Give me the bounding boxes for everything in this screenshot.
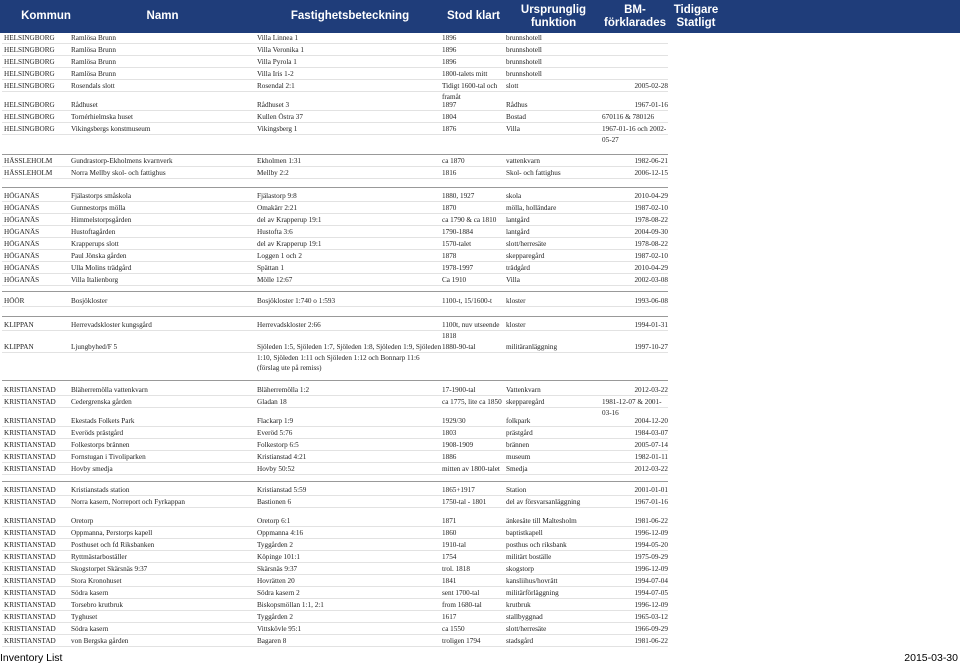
group-separator [2, 380, 668, 381]
cell-stod-klart: 1929/30 [442, 417, 466, 425]
cell-stod-klart: sent 1700-tal [442, 589, 480, 597]
cell-ursprunglig-funktion: Villa [506, 125, 520, 133]
cell-tidigare-statligt: 1965-03-12 [634, 613, 668, 621]
cell-stod-klart: 1800-talets mitt [442, 70, 488, 78]
row-gridline [2, 110, 668, 111]
row-gridline [2, 43, 668, 44]
cell-ursprunglig-funktion: folkpark [506, 417, 531, 425]
header-namn: Namn [146, 10, 179, 22]
cell-fastighetsbeteckning: Södra kasern 2 [257, 589, 300, 597]
cell-namn: Södra kasern [71, 589, 109, 597]
cell-ursprunglig-funktion: brännen [506, 441, 530, 449]
row-gridline [2, 55, 668, 56]
cell-namn: Villa Italienborg [71, 276, 119, 284]
cell-kommun: KRISTIANSTAD [4, 637, 56, 645]
cell-tidigare-statligt: 1978-08-22 [634, 240, 668, 248]
cell-fastighetsbeteckning: Hustofta 3:6 [257, 228, 293, 236]
cell-fastighetsbeteckning: Skärsnäs 9:37 [257, 565, 298, 573]
group-separator [2, 481, 668, 482]
cell-kommun: KRISTIANSTAD [4, 625, 56, 633]
row-gridline [2, 574, 668, 575]
cell-namn: Ramlösa Brunn [71, 70, 116, 78]
cell-kommun: KRISTIANSTAD [4, 486, 56, 494]
cell-namn: Södra kasern [71, 625, 109, 633]
cell-tidigare-statligt: 1996-12-09 [634, 529, 668, 537]
cell-kommun: KLIPPAN [4, 343, 34, 351]
cell-namn: Folkestorps brännen [71, 441, 130, 449]
cell-stod-klart: Ca 1910 [442, 276, 467, 284]
cell-fastighetsbeteckning: Vittskövle 95:1 [257, 625, 302, 633]
cell-namn: Rådhuset [71, 101, 98, 109]
row-gridline [2, 261, 668, 262]
cell-ursprunglig-funktion: mölla, holländare [506, 204, 557, 212]
cell-stod-klart: mitten av 1800-talet [442, 465, 500, 473]
cell-ursprunglig-funktion: militärt boställe [506, 553, 552, 561]
cell-stod-klart: ca 1870 [442, 157, 465, 165]
cell-ursprunglig-funktion: skogstorp [506, 565, 534, 573]
cell-kommun: HELSINGBORG [4, 34, 55, 42]
cell-kommun: KRISTIANSTAD [4, 613, 56, 621]
row-gridline [2, 237, 668, 238]
cell-ursprunglig-funktion: skepparegård [506, 398, 545, 406]
cell-namn: Everöds prästgård [71, 429, 124, 437]
cell-stod-klart: 1617 [442, 613, 457, 621]
row-gridline [2, 526, 668, 527]
cell-stod-klart: 1880, 1927 [442, 192, 475, 200]
cell-stod-klart: 1897 [442, 101, 457, 109]
cell-ursprunglig-funktion: stallbyggnad [506, 613, 543, 621]
cell-tidigare-statligt: 1982-01-11 [634, 453, 668, 461]
cell-fastighetsbeteckning: Bastionen 6 [257, 498, 292, 506]
row-gridline [2, 450, 668, 451]
row-gridline [2, 67, 668, 68]
cell-tidigare-statligt: 2005-07-14 [634, 441, 668, 449]
cell-ursprunglig-funktion: brunnshotell [506, 34, 542, 42]
cell-namn: Ramlösa Brunn [71, 46, 116, 54]
cell-ursprunglig-funktion: slott/herresäte [506, 240, 547, 248]
cell-stod-klart: 1803 [442, 429, 457, 437]
cell-tidigare-statligt: 2010-04-29 [634, 264, 668, 272]
cell-fastighetsbeteckning: Tyggården 2 [257, 541, 294, 549]
cell-stod-klart: 1100-t, 15/1600-t [442, 297, 493, 305]
cell-namn: Gundrastorp-Ekholmens kvarnverk [71, 157, 173, 165]
cell-fastighetsbeteckning: Oretorp 6:1 [257, 517, 291, 525]
cell-fastighetsbeteckning: Villa Iris 1-2 [257, 70, 294, 78]
cell-kommun: HELSINGBORG [4, 125, 55, 133]
cell-namn: Vikingsbergs konstmuseum [71, 125, 151, 133]
cell-ursprunglig-funktion: slott/herresäte [506, 625, 547, 633]
cell-stod-klart: 1841 [442, 577, 457, 585]
cell-kommun: HÄSSLEHOLM [4, 157, 53, 165]
cell-ursprunglig-funktion: Villa [506, 276, 520, 284]
cell-namn: Oppmanna, Perstorps kapell [71, 529, 153, 537]
cell-fastighetsbeteckning: Rosendal 2:1 [257, 82, 295, 90]
cell-ursprunglig-funktion: slott [506, 82, 519, 90]
cell-stod-klart: 1865+1917 [442, 486, 475, 494]
cell-namn: Oretorp [71, 517, 94, 525]
cell-ursprunglig-funktion: Smedja [506, 465, 528, 473]
cell-ursprunglig-funktion: stadsgård [506, 637, 534, 645]
cell-stod-klart: ca 1550 [442, 625, 465, 633]
cell-tidigare-statligt: 1967-01-16 [634, 101, 668, 109]
cell-stod-klart: 1570-talet [442, 240, 472, 248]
cell-fastighetsbeteckning: Folkestorp 6:5 [257, 441, 299, 449]
cell-kommun: KRISTIANSTAD [4, 529, 56, 537]
row-gridline [2, 438, 668, 439]
cell-ursprunglig-funktion: del av försvarsanläggning [506, 498, 581, 506]
cell-stod-klart: from 1680-tal [442, 601, 482, 609]
cell-fastighetsbeteckning: Ekholmen 1:31 [257, 157, 302, 165]
cell-tidigare-statligt: 1994-05-20 [634, 541, 668, 549]
row-gridline [2, 91, 668, 92]
cell-namn: Cedergrenska gården [71, 398, 132, 406]
row-gridline [2, 586, 668, 587]
cell-tidigare-statligt: 2004-12-20 [634, 417, 668, 425]
header-fastighetsbeteckning: Fastighetsbeteckning [290, 10, 410, 22]
cell-fastighetsbeteckning: Rådhuset 3 [257, 101, 290, 109]
cell-kommun: KRISTIANSTAD [4, 589, 56, 597]
cell-tidigare-statligt: 1994-07-04 [634, 577, 668, 585]
cell-fastighetsbeteckning: Bagaren 8 [257, 637, 287, 645]
cell-kommun: HELSINGBORG [4, 46, 55, 54]
cell-bm-forklarades: 1967-01-16 och 2002-05-27 [602, 125, 667, 144]
cell-namn: Torsebro krutbruk [71, 601, 123, 609]
footer-left: Inventory List [0, 652, 63, 664]
cell-tidigare-statligt: 1984-03-07 [634, 429, 668, 437]
cell-bm-forklarades: 670116 & 780126 [602, 113, 655, 121]
row-gridline [2, 213, 668, 214]
cell-ursprunglig-funktion: kloster [506, 321, 526, 329]
cell-ursprunglig-funktion: posthus och riksbank [506, 541, 567, 549]
cell-fastighetsbeteckning: Sjöleden 1:5, Sjöleden 1:7, Sjöleden 1:8, Sjöleden 1:9, Sjöleden 1:10, Sjöleden 1:11 och Sjöleden 1:12 och Bonnarp 11:6 (förslag ute på remiss) [257, 343, 442, 372]
cell-namn: Tornérhielmska huset [71, 113, 133, 121]
cell-kommun: HELSINGBORG [4, 101, 55, 109]
cell-ursprunglig-funktion: kansliihus/hovrätt [506, 577, 558, 585]
cell-stod-klart: 1750-tal - 1801 [442, 498, 487, 506]
cell-stod-klart: 1754 [442, 553, 457, 561]
cell-tidigare-statligt: 1994-01-31 [634, 321, 668, 329]
row-gridline [2, 225, 668, 226]
cell-kommun: HÖGANÄS [4, 252, 40, 260]
cell-namn: Kristianstads station [71, 486, 130, 494]
cell-kommun: KRISTIANSTAD [4, 565, 56, 573]
cell-namn: Bläherremölla vattenkvarn [71, 386, 148, 394]
cell-tidigare-statligt: 1987-02-10 [634, 204, 668, 212]
cell-fastighetsbeteckning: Kristianstad 4:21 [257, 453, 307, 461]
cell-ursprunglig-funktion: kloster [506, 297, 526, 305]
cell-fastighetsbeteckning: Biskopsmöllan 1:1, 2:1 [257, 601, 324, 609]
cell-namn: Norra Mellby skol- och fattighus [71, 169, 166, 177]
cell-tidigare-statligt: 1982-06-21 [634, 157, 668, 165]
cell-stod-klart: 1878 [442, 252, 457, 260]
row-gridline [2, 562, 668, 563]
cell-kommun: KLIPPAN [4, 321, 34, 329]
cell-ursprunglig-funktion: museum [506, 453, 531, 461]
row-gridline [2, 134, 668, 135]
cell-namn: Ljungbyhed/F 5 [71, 343, 118, 351]
cell-fastighetsbeteckning: Villa Pyrola 1 [257, 58, 297, 66]
cell-kommun: HÖGANÄS [4, 264, 40, 272]
cell-kommun: KRISTIANSTAD [4, 553, 56, 561]
cell-ursprunglig-funktion: skola [506, 192, 522, 200]
cell-tidigare-statligt: 1996-12-09 [634, 565, 668, 573]
cell-fastighetsbeteckning: Flackarp 1:9 [257, 417, 294, 425]
row-gridline [2, 249, 668, 250]
cell-ursprunglig-funktion: militärförläggning [506, 589, 559, 597]
group-separator [2, 316, 668, 317]
cell-tidigare-statligt: 2006-12-15 [634, 169, 668, 177]
cell-stod-klart: 1896 [442, 34, 457, 42]
row-gridline [2, 273, 668, 274]
cell-kommun: KRISTIANSTAD [4, 498, 56, 506]
cell-stod-klart: 1910-tal [442, 541, 466, 549]
cell-bm-forklarades: 1981-12-07 & 2001-03-16 [602, 398, 662, 417]
cell-fastighetsbeteckning: Everöd 5:76 [257, 429, 293, 437]
cell-fastighetsbeteckning: Hovrätten 20 [257, 577, 295, 585]
row-gridline [2, 330, 668, 331]
header-tidigare-statligt: Tidigare Statligt [673, 3, 719, 29]
cell-ursprunglig-funktion: brunnshotell [506, 46, 542, 54]
cell-kommun: KRISTIANSTAD [4, 386, 56, 394]
cell-fastighetsbeteckning: Villa Veronika 1 [257, 46, 304, 54]
cell-tidigare-statligt: 2012-03-22 [634, 465, 668, 473]
cell-stod-klart: 1871 [442, 517, 457, 525]
cell-namn: Bosjökloster [71, 297, 108, 305]
cell-ursprunglig-funktion: Vattenkvarn [506, 386, 541, 394]
cell-tidigare-statligt: 1978-08-22 [634, 216, 668, 224]
cell-kommun: KRISTIANSTAD [4, 441, 56, 449]
row-gridline [2, 285, 668, 286]
cell-tidigare-statligt: 1987-02-10 [634, 252, 668, 260]
cell-ursprunglig-funktion: Rådhus [506, 101, 528, 109]
group-separator [2, 291, 668, 292]
cell-kommun: HÖGANÄS [4, 192, 40, 200]
cell-stod-klart: 1978-1997 [442, 264, 474, 272]
cell-namn: Norra kasern, Norreport och Fyrkappan [71, 498, 185, 506]
cell-ursprunglig-funktion: skepparegård [506, 252, 545, 260]
cell-stod-klart: 1816 [442, 169, 457, 177]
cell-tidigare-statligt: 2004-09-30 [634, 228, 668, 236]
cell-ursprunglig-funktion: prästgård [506, 429, 533, 437]
row-gridline [2, 474, 668, 475]
cell-tidigare-statligt: 1981-06-22 [634, 637, 668, 645]
cell-tidigare-statligt: 2010-04-29 [634, 192, 668, 200]
header-ursprunglig-funktion: Ursprunglig funktion [520, 3, 587, 29]
cell-kommun: KRISTIANSTAD [4, 465, 56, 473]
cell-ursprunglig-funktion: lantgård [506, 228, 530, 236]
cell-ursprunglig-funktion: vattenkvarn [506, 157, 540, 165]
cell-tidigare-statligt: 1997-10-27 [634, 343, 668, 351]
cell-stod-klart: ca 1790 & ca 1810 [442, 216, 497, 224]
row-gridline [2, 550, 668, 551]
table-header [0, 0, 960, 33]
cell-fastighetsbeteckning: Vikingsberg 1 [257, 125, 298, 133]
cell-stod-klart: ca 1775, lite ca 1850 [442, 398, 502, 406]
cell-ursprunglig-funktion: trädgård [506, 264, 530, 272]
cell-fastighetsbeteckning: Tyggården 2 [257, 613, 294, 621]
cell-fastighetsbeteckning: Mellby 2:2 [257, 169, 289, 177]
cell-namn: Hustoftagården [71, 228, 116, 236]
cell-namn: Gunnestorps mölla [71, 204, 126, 212]
cell-kommun: HELSINGBORG [4, 58, 55, 66]
row-gridline [2, 598, 668, 599]
cell-kommun: HÖGANÄS [4, 204, 40, 212]
cell-fastighetsbeteckning: Loggen 1 och 2 [257, 252, 302, 260]
cell-stod-klart: 1886 [442, 453, 457, 461]
row-gridline [2, 395, 668, 396]
cell-namn: Skogstorpet Skärsnäs 9:37 [71, 565, 148, 573]
cell-stod-klart: 1860 [442, 529, 457, 537]
cell-namn: Ulla Molins trädgård [71, 264, 132, 272]
row-gridline [2, 79, 668, 80]
cell-stod-klart: 1100t, nuv utseende 1818 [442, 321, 500, 340]
cell-tidigare-statligt: 1994-07-05 [634, 589, 668, 597]
cell-ursprunglig-funktion: lantgård [506, 216, 530, 224]
cell-namn: Stora Kronohuset [71, 577, 122, 585]
cell-ursprunglig-funktion: baptistkapell [506, 529, 543, 537]
cell-kommun: KRISTIANSTAD [4, 577, 56, 585]
cell-fastighetsbeteckning: Oppmanna 4:16 [257, 529, 304, 537]
row-gridline [2, 634, 668, 635]
cell-namn: Hovby smedja [71, 465, 113, 473]
cell-ursprunglig-funktion: Skol- och fattighus [506, 169, 561, 177]
row-gridline [2, 462, 668, 463]
cell-stod-klart: Tidigt 1600-tal och framåt [442, 82, 498, 101]
cell-tidigare-statligt: 1967-01-16 [634, 498, 668, 506]
cell-fastighetsbeteckning: Mölle 12:67 [257, 276, 293, 284]
cell-fastighetsbeteckning: del av Krapperup 19:1 [257, 216, 322, 224]
cell-ursprunglig-funktion: militäranläggning [506, 343, 558, 351]
cell-namn: Ryttmästarboställer [71, 553, 128, 561]
cell-kommun: KRISTIANSTAD [4, 541, 56, 549]
row-gridline [2, 178, 668, 179]
row-gridline [2, 306, 668, 307]
cell-tidigare-statligt: 1975-09-29 [634, 553, 668, 561]
cell-kommun: HELSINGBORG [4, 82, 55, 90]
row-gridline [2, 622, 668, 623]
cell-ursprunglig-funktion: brunnshotell [506, 58, 542, 66]
cell-namn: Himmelstorpsgården [71, 216, 132, 224]
cell-kommun: HELSINGBORG [4, 113, 55, 121]
cell-ursprunglig-funktion: brunnshotell [506, 70, 542, 78]
cell-fastighetsbeteckning: Villa Linnea 1 [257, 34, 299, 42]
cell-fastighetsbeteckning: Kullen Östra 37 [257, 113, 303, 121]
row-gridline [2, 646, 668, 647]
group-separator [2, 187, 668, 188]
cell-ursprunglig-funktion: krutbruk [506, 601, 531, 609]
row-gridline [2, 166, 668, 167]
cell-namn: Herrevadskloster kungsgård [71, 321, 152, 329]
cell-stod-klart: 17-1900-tal [442, 386, 476, 394]
cell-fastighetsbeteckning: Herrevadskloster 2:66 [257, 321, 321, 329]
cell-tidigare-statligt: 1996-12-09 [634, 601, 668, 609]
cell-namn: Ramlösa Brunn [71, 34, 116, 42]
cell-stod-klart: 1908-1909 [442, 441, 474, 449]
row-gridline [2, 538, 668, 539]
cell-kommun: KRISTIANSTAD [4, 601, 56, 609]
cell-namn: Fornstugan i Tivoliparken [71, 453, 146, 461]
cell-fastighetsbeteckning: Gladan 18 [257, 398, 287, 406]
cell-stod-klart: 1804 [442, 113, 457, 121]
row-gridline [2, 407, 668, 408]
cell-kommun: KRISTIANSTAD [4, 417, 56, 425]
cell-namn: Ramlösa Brunn [71, 58, 116, 66]
cell-kommun: HÖGANÄS [4, 276, 40, 284]
row-gridline [2, 426, 668, 427]
row-gridline [2, 352, 668, 353]
cell-namn: Rosendals slott [71, 82, 115, 90]
row-gridline [2, 495, 668, 496]
cell-kommun: KRISTIANSTAD [4, 398, 56, 406]
cell-kommun: HÄSSLEHOLM [4, 169, 53, 177]
cell-stod-klart: 1790-1884 [442, 228, 474, 236]
cell-namn: Ekestads Folkets Park [71, 417, 135, 425]
cell-stod-klart: trol. 1818 [442, 565, 470, 573]
cell-namn: Paul Jönska gården [71, 252, 127, 260]
cell-fastighetsbeteckning: Kristianstad 5:59 [257, 486, 307, 494]
cell-fastighetsbeteckning: Köpinge 101:1 [257, 553, 300, 561]
row-gridline [2, 507, 668, 508]
row-gridline [2, 201, 668, 202]
cell-fastighetsbeteckning: Omakärr 2:21 [257, 204, 298, 212]
cell-ursprunglig-funktion: änkesäte till Maltesholm [506, 517, 577, 525]
cell-stod-klart: 1876 [442, 125, 457, 133]
cell-tidigare-statligt: 2002-03-08 [634, 276, 668, 284]
cell-kommun: HÖÖR [4, 297, 25, 305]
cell-tidigare-statligt: 1993-06-08 [634, 297, 668, 305]
cell-tidigare-statligt: 2012-03-22 [634, 386, 668, 394]
cell-tidigare-statligt: 2005-02-28 [634, 82, 668, 90]
cell-fastighetsbeteckning: Bläherremölla 1:2 [257, 386, 310, 394]
cell-kommun: KRISTIANSTAD [4, 517, 56, 525]
cell-namn: Fjälastorps småskola [71, 192, 132, 200]
header-stod-klart: Stod klart [446, 10, 501, 22]
cell-kommun: KRISTIANSTAD [4, 453, 56, 461]
cell-namn: Tyghuset [71, 613, 98, 621]
cell-fastighetsbeteckning: Spättan 1 [257, 264, 284, 272]
cell-stod-klart: troligen 1794 [442, 637, 481, 645]
cell-stod-klart: 1880-90-tal [442, 343, 476, 351]
cell-tidigare-statligt: 1966-09-29 [634, 625, 668, 633]
footer-date: 2015-03-30 [904, 652, 958, 664]
cell-kommun: HÖGANÄS [4, 240, 40, 248]
cell-kommun: HÖGANÄS [4, 228, 40, 236]
cell-kommun: KRISTIANSTAD [4, 429, 56, 437]
cell-ursprunglig-funktion: Bostad [506, 113, 526, 121]
row-gridline [2, 610, 668, 611]
cell-fastighetsbeteckning: Fjälastorp 9:8 [257, 192, 297, 200]
cell-stod-klart: 1896 [442, 58, 457, 66]
cell-fastighetsbeteckning: Hovby 50:52 [257, 465, 295, 473]
cell-stod-klart: 1896 [442, 46, 457, 54]
cell-kommun: HELSINGBORG [4, 70, 55, 78]
group-separator [2, 154, 668, 155]
cell-tidigare-statligt: 1981-06-22 [634, 517, 668, 525]
cell-ursprunglig-funktion: Station [506, 486, 527, 494]
header-kommun: Kommun [21, 10, 71, 22]
cell-namn: Posthuset och fd Riksbanken [71, 541, 155, 549]
cell-namn: Krapperups slott [71, 240, 119, 248]
header-bm-forklarades: BM- förklarades [603, 3, 666, 29]
cell-tidigare-statligt: 2001-01-01 [634, 486, 668, 494]
cell-stod-klart: 1870 [442, 204, 457, 212]
cell-namn: von Bergska gården [71, 637, 129, 645]
cell-fastighetsbeteckning: Bosjökloster 1:740 o 1:593 [257, 297, 336, 305]
cell-kommun: HÖGANÄS [4, 216, 40, 224]
row-gridline [2, 122, 668, 123]
cell-fastighetsbeteckning: del av Krapperup 19:1 [257, 240, 322, 248]
